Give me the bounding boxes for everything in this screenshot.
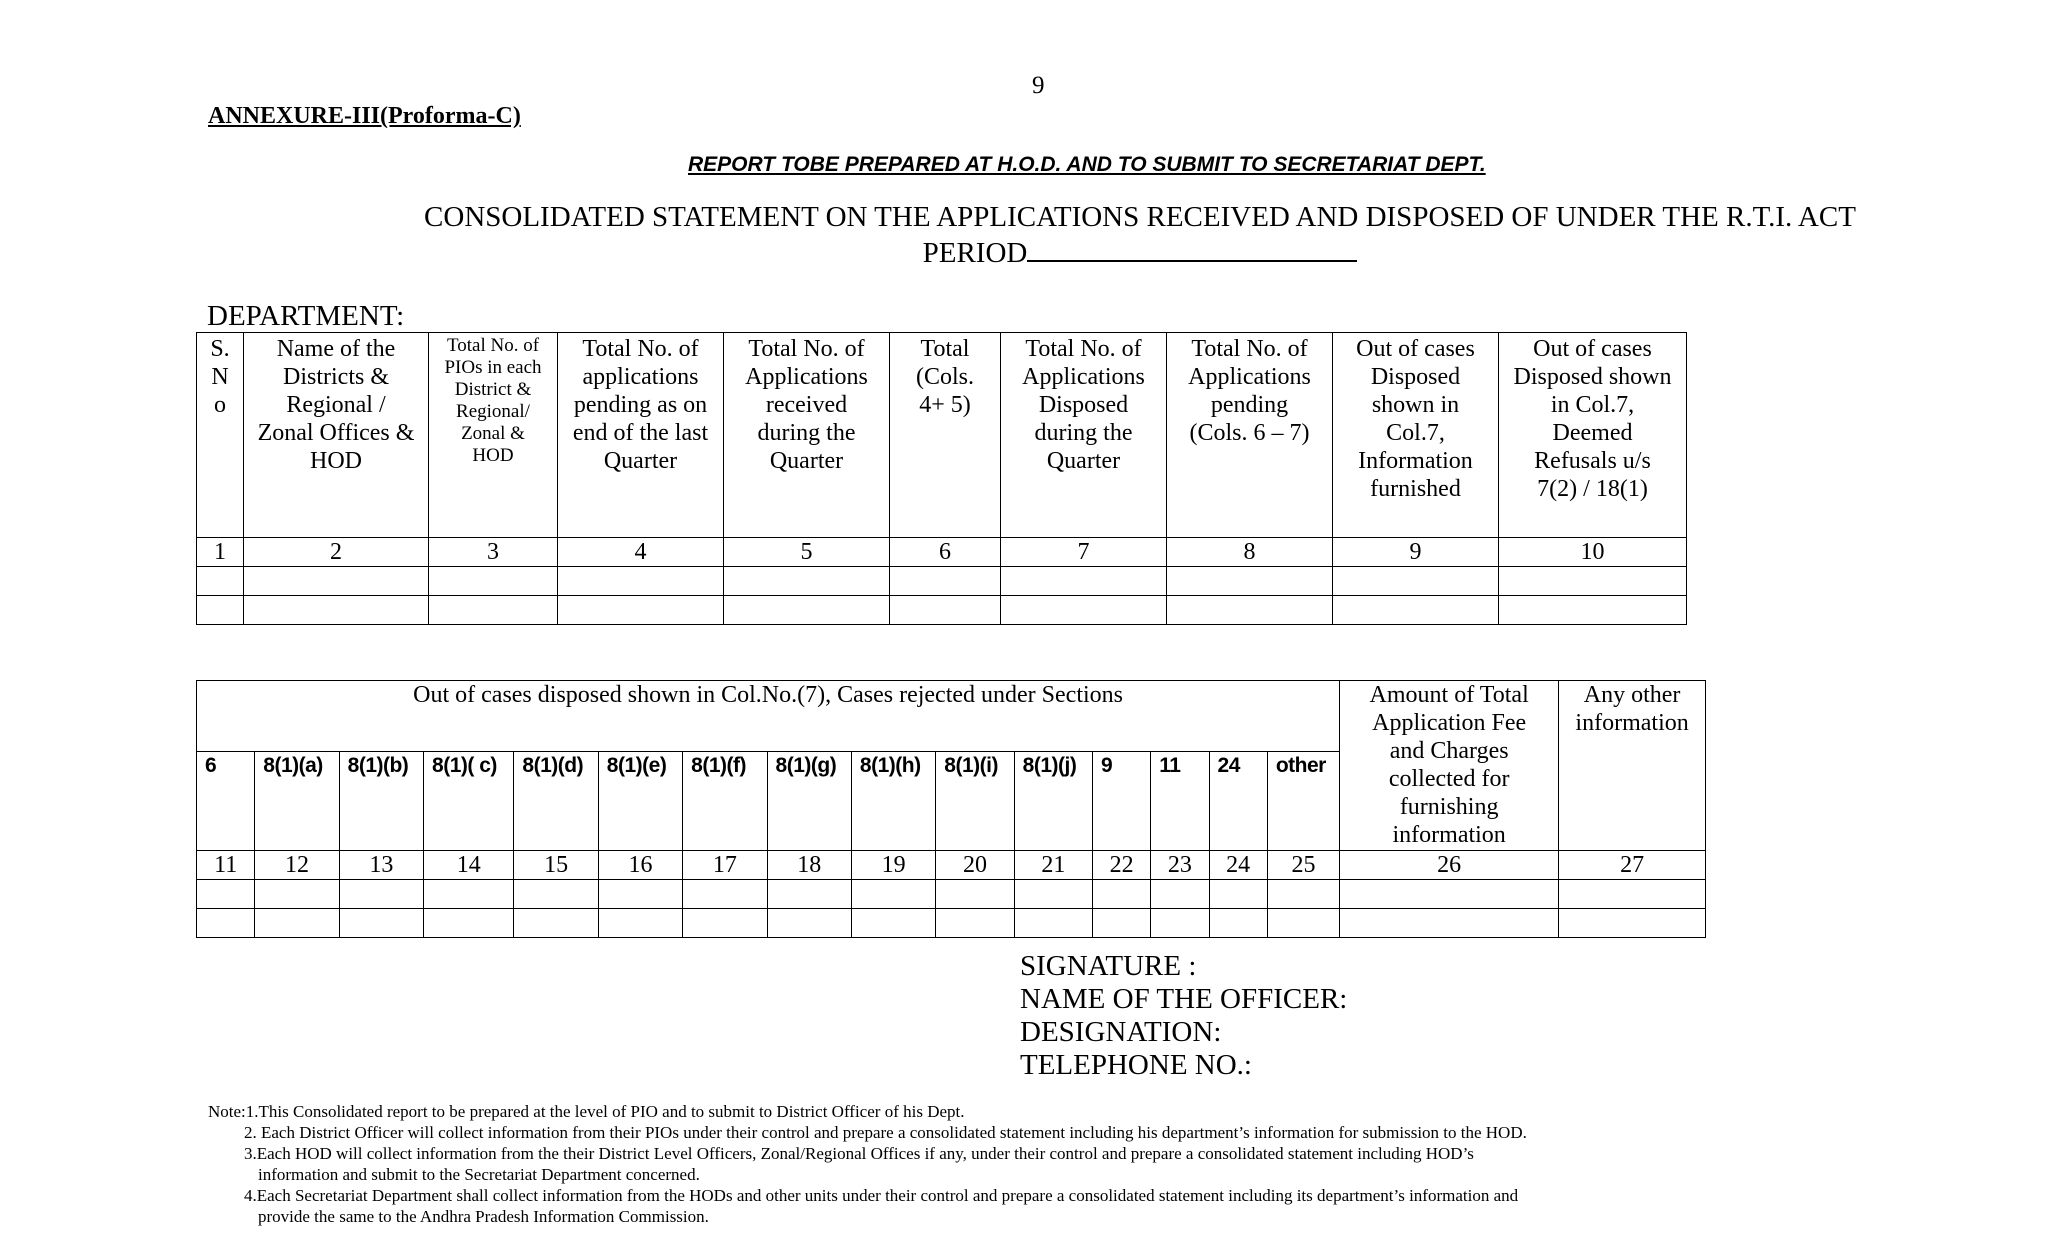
column-number: 20 xyxy=(936,851,1014,880)
blank-cell[interactable] xyxy=(767,880,851,909)
signature-label: SIGNATURE : xyxy=(1020,950,1197,982)
blank-cell[interactable] xyxy=(255,880,339,909)
section-header: 6 xyxy=(197,752,255,851)
telephone-label: TELEPHONE NO.: xyxy=(1020,1049,1252,1081)
rejection-column-number-row xyxy=(197,851,1706,880)
header-total-cols: Total (Cols. 4+ 5) xyxy=(890,333,1001,538)
section-header: 9 xyxy=(1093,752,1151,851)
blank-cell[interactable] xyxy=(514,880,598,909)
blank-cell[interactable] xyxy=(1559,880,1706,909)
rejection-blank-row xyxy=(197,880,1706,909)
blank-cell[interactable] xyxy=(851,880,935,909)
blank-cell[interactable] xyxy=(514,909,598,938)
main-statement-table xyxy=(196,332,1687,625)
column-number: 10 xyxy=(1499,538,1687,567)
blank-cell[interactable] xyxy=(1209,880,1267,909)
blank-cell[interactable] xyxy=(936,909,1014,938)
period-blank-line xyxy=(1027,234,1357,262)
column-number: 27 xyxy=(1559,851,1706,880)
blank-cell[interactable] xyxy=(424,909,514,938)
blank-cell[interactable] xyxy=(936,880,1014,909)
blank-cell[interactable] xyxy=(683,880,767,909)
statement-title: CONSOLIDATED STATEMENT ON THE APPLICATIONS RECEIVED AND DISPOSED OF UNDER THE R.T.I. ACT xyxy=(424,201,1856,233)
header-pending: Total No. of Applications pending (Cols. 6 – 7) xyxy=(1167,333,1333,538)
period-line xyxy=(380,234,1900,270)
section-header: 8(1)(i) xyxy=(936,752,1014,851)
blank-cell[interactable] xyxy=(197,567,244,596)
column-number: 15 xyxy=(514,851,598,880)
blank-cell[interactable] xyxy=(598,880,682,909)
column-number: 18 xyxy=(767,851,851,880)
column-number: 9 xyxy=(1333,538,1499,567)
period-label: PERIOD xyxy=(922,237,1028,269)
blank-cell[interactable] xyxy=(339,909,423,938)
header-deemed-refusals: Out of cases Disposed shown in Col.7, Deemed Refusals u/s 7(2) / 18(1) xyxy=(1499,333,1687,538)
blank-cell[interactable] xyxy=(244,596,429,625)
blank-cell[interactable] xyxy=(598,909,682,938)
blank-cell[interactable] xyxy=(683,909,767,938)
header-information-furnished: Out of cases Disposed shown in Col.7, Information furnished xyxy=(1333,333,1499,538)
column-number: 6 xyxy=(890,538,1001,567)
blank-cell[interactable] xyxy=(1093,880,1151,909)
column-number: 4 xyxy=(558,538,724,567)
blank-cell[interactable] xyxy=(1333,596,1499,625)
blank-cell[interactable] xyxy=(255,909,339,938)
blank-cell[interactable] xyxy=(1499,596,1687,625)
blank-cell[interactable] xyxy=(558,596,724,625)
blank-cell[interactable] xyxy=(197,909,255,938)
blank-cell[interactable] xyxy=(1209,909,1267,938)
column-number: 14 xyxy=(424,851,514,880)
other-information-header: Any other information xyxy=(1559,681,1706,851)
column-number: 25 xyxy=(1267,851,1339,880)
header-district-name: Name of the Districts & Regional / Zonal Offices & HOD xyxy=(244,333,429,538)
column-number: 24 xyxy=(1209,851,1267,880)
department-label: DEPARTMENT: xyxy=(207,300,405,332)
column-number: 19 xyxy=(851,851,935,880)
note-4-continued: provide the same to the Andhra Pradesh Information Commission. xyxy=(258,1207,709,1226)
section-header: 24 xyxy=(1209,752,1267,851)
officer-name-label: NAME OF THE OFFICER: xyxy=(1020,983,1348,1015)
blank-cell[interactable] xyxy=(429,567,558,596)
blank-cell[interactable] xyxy=(767,909,851,938)
main-table-header-row xyxy=(197,333,1687,538)
column-number: 8 xyxy=(1167,538,1333,567)
blank-cell[interactable] xyxy=(1001,596,1167,625)
blank-cell[interactable] xyxy=(724,567,890,596)
rejection-group-header-row xyxy=(197,681,1706,752)
section-header: 8(1)(e) xyxy=(598,752,682,851)
column-number: 23 xyxy=(1151,851,1209,880)
blank-cell[interactable] xyxy=(197,596,244,625)
blank-cell[interactable] xyxy=(1267,880,1339,909)
section-header: 8(1)( c) xyxy=(424,752,514,851)
blank-cell[interactable] xyxy=(1267,909,1339,938)
note-2: 2. Each District Officer will collect information from their PIOs under their control and prepare a consolidated statement including his department’s information for submission to the HOD. xyxy=(244,1123,1527,1142)
blank-cell[interactable] xyxy=(197,880,255,909)
blank-cell[interactable] xyxy=(429,596,558,625)
blank-cell[interactable] xyxy=(339,880,423,909)
note-4: 4.Each Secretariat Department shall collect information from the HODs and other units under their control and prepare a consolidated statement including its department’s information and xyxy=(244,1186,1519,1205)
column-number: 21 xyxy=(1014,851,1092,880)
blank-cell[interactable] xyxy=(1167,567,1333,596)
blank-cell[interactable] xyxy=(244,567,429,596)
blank-cell[interactable] xyxy=(1093,909,1151,938)
blank-cell[interactable] xyxy=(724,596,890,625)
section-header: other xyxy=(1267,752,1339,851)
main-table-blank-row xyxy=(197,596,1687,625)
main-table-column-number-row xyxy=(197,538,1687,567)
column-number: 5 xyxy=(724,538,890,567)
blank-cell[interactable] xyxy=(1499,567,1687,596)
note-3: 3.Each HOD will collect information from the their District Level Officers, Zonal/Regional Offices if any, under their control and prepare a consolidated statement including HOD’s xyxy=(244,1144,1474,1163)
header-total-pios: Total No. of PIOs in each District & Regional/ Zonal & HOD xyxy=(429,333,558,538)
blank-cell[interactable] xyxy=(424,880,514,909)
rejection-sections-table xyxy=(196,680,1706,938)
section-header: 8(1)(f) xyxy=(683,752,767,851)
note-1: Note:1.This Consolidated report to be prepared at the level of PIO and to submit to District Officer of his Dept. xyxy=(208,1102,965,1121)
column-number: 26 xyxy=(1340,851,1559,880)
column-number: 3 xyxy=(429,538,558,567)
header-disposed-quarter: Total No. of Applications Disposed during the Quarter xyxy=(1001,333,1167,538)
column-number: 12 xyxy=(255,851,339,880)
section-header: 8(1)(b) xyxy=(339,752,423,851)
section-header: 8(1)(g) xyxy=(767,752,851,851)
blank-cell[interactable] xyxy=(1340,909,1559,938)
rejected-under-sections-header: Out of cases disposed shown in Col.No.(7), Cases rejected under Sections xyxy=(197,681,1340,752)
designation-label: DESIGNATION: xyxy=(1020,1016,1222,1048)
blank-cell[interactable] xyxy=(1559,909,1706,938)
blank-cell[interactable] xyxy=(890,596,1001,625)
section-header: 8(1)(d) xyxy=(514,752,598,851)
page-number: 9 xyxy=(1032,72,1045,99)
annexure-title: ANNEXURE-III(Proforma-C) xyxy=(208,103,521,129)
column-number: 2 xyxy=(244,538,429,567)
report-instruction: REPORT TOBE PREPARED AT H.O.D. AND TO SUBMIT TO SECRETARIAT DEPT. xyxy=(688,153,1486,176)
rejection-blank-row xyxy=(197,909,1706,938)
column-number: 13 xyxy=(339,851,423,880)
blank-cell[interactable] xyxy=(558,567,724,596)
column-number: 1 xyxy=(197,538,244,567)
section-header: 11 xyxy=(1151,752,1209,851)
header-received-quarter: Total No. of Applications received during the Quarter xyxy=(724,333,890,538)
note-3-continued: information and submit to the Secretariat Department concerned. xyxy=(258,1165,700,1184)
blank-cell[interactable] xyxy=(1151,909,1209,938)
main-table-blank-row xyxy=(197,567,1687,596)
blank-cell[interactable] xyxy=(1340,880,1559,909)
blank-cell[interactable] xyxy=(1014,880,1092,909)
column-number: 16 xyxy=(598,851,682,880)
header-sno: S. N o xyxy=(197,333,244,538)
blank-cell[interactable] xyxy=(1333,567,1499,596)
fee-collected-header: Amount of Total Application Fee and Charges collected for furnishing information xyxy=(1340,681,1559,851)
column-number: 7 xyxy=(1001,538,1167,567)
blank-cell[interactable] xyxy=(1167,596,1333,625)
blank-cell[interactable] xyxy=(851,909,935,938)
blank-cell[interactable] xyxy=(890,567,1001,596)
section-header: 8(1)(j) xyxy=(1014,752,1092,851)
section-header: 8(1)(h) xyxy=(851,752,935,851)
section-header: 8(1)(a) xyxy=(255,752,339,851)
blank-cell[interactable] xyxy=(1151,880,1209,909)
column-number: 22 xyxy=(1093,851,1151,880)
notes-section xyxy=(208,1101,1768,1227)
signature-block xyxy=(1020,950,1347,1082)
column-number: 17 xyxy=(683,851,767,880)
blank-cell[interactable] xyxy=(1014,909,1092,938)
header-pending-last-quarter: Total No. of applications pending as on end of the last Quarter xyxy=(558,333,724,538)
blank-cell[interactable] xyxy=(1001,567,1167,596)
column-number: 11 xyxy=(197,851,255,880)
